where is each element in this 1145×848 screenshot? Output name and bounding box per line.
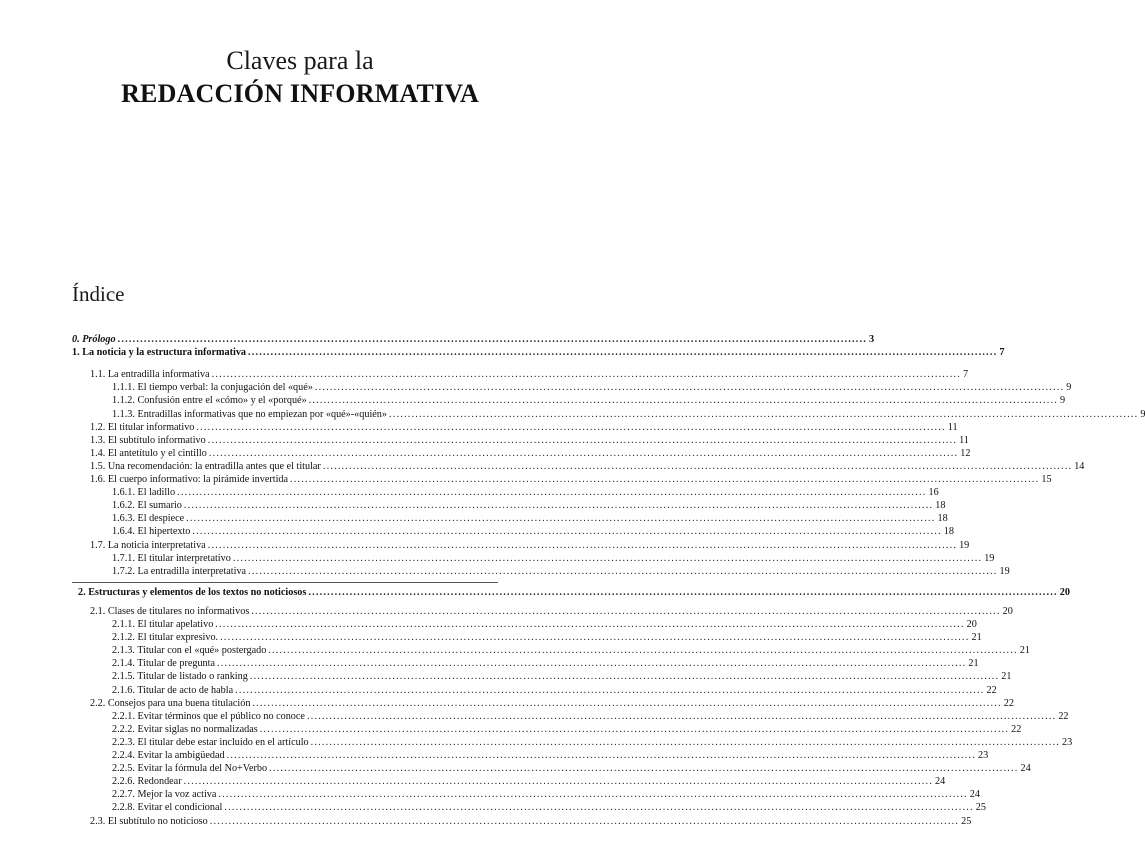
toc-leader-dots: ........................................................................................................................................................................................................ bbox=[306, 710, 1057, 722]
toc-entry-label: 1.2. El titular informativo bbox=[90, 421, 195, 433]
toc-leader-dots: ........................................................................................................................................................................................................ bbox=[308, 586, 1058, 598]
toc-page-number: 24 bbox=[969, 789, 980, 801]
toc-entry-label: 2.2.2. Evitar siglas no normalizadas bbox=[112, 723, 258, 735]
toc-leader-dots: ........................................................................................................................................................................................................ bbox=[217, 658, 967, 670]
toc-page-number: 7 bbox=[963, 369, 969, 381]
toc-entry[interactable] bbox=[112, 684, 997, 698]
toc-entry[interactable] bbox=[90, 421, 958, 435]
index-heading: Índice bbox=[72, 282, 125, 306]
toc-entry[interactable] bbox=[112, 710, 1069, 724]
toc-entry-label: 2.2. Consejos para una buena titulación bbox=[90, 697, 251, 709]
toc-page-number: 25 bbox=[975, 802, 986, 814]
toc-entry[interactable] bbox=[90, 605, 1013, 619]
toc-leader-dots: ........................................................................................................................................................................................................ bbox=[186, 513, 936, 525]
toc-leader-dots: ........................................................................................................................................................................................................ bbox=[249, 671, 1000, 683]
toc-entry[interactable] bbox=[112, 657, 979, 671]
toc-leader-dots: ........................................................................................................................................................................................................ bbox=[196, 421, 946, 433]
document-title-line1: Claves para la bbox=[226, 46, 374, 75]
toc-entry[interactable] bbox=[90, 815, 972, 829]
toc-page-number: 23 bbox=[977, 750, 989, 761]
toc-entry-label: 1.1.1. El tiempo verbal: la conjugación del «qué» bbox=[112, 382, 313, 394]
toc-entry-label: 2.1.4. Titular de pregunta bbox=[112, 658, 215, 670]
toc-leader-dots: ........................................................................................................................................................................................................ bbox=[322, 460, 1073, 472]
toc-page-number: 22 bbox=[1003, 697, 1014, 709]
toc-entry-label: 1.5. Una recomendación: la entradilla antes que el titular bbox=[90, 460, 321, 472]
toc-page-number: 12 bbox=[960, 447, 971, 459]
toc-entry[interactable] bbox=[112, 670, 1012, 684]
toc-entry[interactable] bbox=[112, 408, 1145, 422]
toc-page-number: 15 bbox=[1041, 474, 1052, 485]
toc-leader-dots: ........................................................................................................................................................................................................ bbox=[226, 750, 976, 761]
toc-entry[interactable] bbox=[112, 749, 989, 763]
toc-page-number: 20 bbox=[966, 619, 977, 630]
toc-leader-dots: ........................................................................................................................................................................................................ bbox=[251, 605, 1001, 617]
toc-page-number: 21 bbox=[1019, 645, 1030, 657]
toc-page-number: 22 bbox=[986, 684, 997, 696]
toc-page-number: 19 bbox=[999, 565, 1010, 577]
toc-page-number: 21 bbox=[1001, 671, 1012, 683]
toc-leader-dots: ........................................................................................................................................................................................................ bbox=[235, 684, 985, 696]
toc-page-number: 20 bbox=[1002, 605, 1013, 617]
toc-entry[interactable] bbox=[90, 473, 1052, 487]
toc-entry-label: 1.7.2. La entradilla interpretativa bbox=[112, 565, 247, 577]
toc-entry[interactable] bbox=[78, 586, 1070, 600]
toc-leader-dots: ........................................................................................................................................................................................................ bbox=[252, 697, 1002, 709]
toc-entry-label: 1.6.2. El sumario bbox=[112, 500, 182, 512]
toc-entry[interactable] bbox=[112, 552, 995, 566]
toc-leader-dots: ........................................................................................................................................................................................................ bbox=[232, 552, 983, 564]
toc-entry[interactable] bbox=[90, 368, 969, 382]
toc-entry[interactable] bbox=[90, 539, 970, 553]
toc-page-number: 7 bbox=[999, 347, 1005, 359]
toc-page-number: 19 bbox=[984, 552, 995, 564]
toc-entry[interactable] bbox=[112, 618, 977, 632]
toc-page-number: 18 bbox=[935, 500, 946, 512]
toc-page-number: 21 bbox=[971, 632, 982, 644]
toc-entry[interactable] bbox=[112, 565, 1010, 579]
toc-leader-dots: ........................................................................................................................................................................................................ bbox=[389, 408, 1139, 420]
toc-entry[interactable] bbox=[72, 346, 1005, 360]
toc-page-number: 3 bbox=[868, 334, 875, 345]
toc-entry[interactable] bbox=[90, 697, 1014, 711]
toc-entry-label: 1.4. El antetítulo y el cintillo bbox=[90, 447, 207, 459]
toc-leader-dots: ........................................................................................................................................................................................................ bbox=[248, 347, 998, 359]
toc-entry-label: 0. Prólogo bbox=[72, 334, 116, 345]
toc-entry-label: 1.1.2. Confusión entre el «cómo» y el «porqué» bbox=[112, 395, 307, 407]
toc-leader-dots: ........................................................................................................................................................................................................ bbox=[183, 776, 933, 788]
toc-entry[interactable] bbox=[90, 460, 1085, 474]
toc-leader-dots: ........................................................................................................................................................................................................ bbox=[218, 789, 968, 801]
toc-entry[interactable] bbox=[112, 631, 982, 645]
toc-leader-dots: ........................................................................................................................................................................................................ bbox=[248, 565, 998, 577]
toc-page-number: 23 bbox=[1062, 736, 1073, 748]
toc-entry-label: 2.2.3. El titular debe estar incluido en el artículo bbox=[112, 736, 309, 748]
toc-entry[interactable] bbox=[72, 333, 875, 347]
toc-leader-dots: ........................................................................................................................................................................................................ bbox=[268, 645, 1018, 657]
section-separator bbox=[72, 582, 498, 583]
toc-entry-label: 2.2.6. Redondear bbox=[112, 776, 182, 788]
toc-page-number: 9 bbox=[1140, 408, 1145, 420]
toc-leader-dots: ........................................................................................................................................................................................................ bbox=[224, 802, 974, 814]
toc-entry[interactable] bbox=[112, 512, 948, 526]
toc-leader-dots: ........................................................................................................................................................................................................ bbox=[192, 526, 942, 538]
toc-page-number: 9 bbox=[1066, 382, 1072, 394]
toc-leader-dots: ........................................................................................................................................................................................................ bbox=[259, 723, 1010, 735]
toc-page-number: 9 bbox=[1060, 395, 1066, 407]
toc-entry[interactable] bbox=[112, 381, 1072, 395]
toc-page-number: 18 bbox=[937, 513, 948, 525]
toc-page-number: 11 bbox=[947, 421, 958, 433]
toc-leader-dots: ........................................................................................................................................................................................................ bbox=[183, 500, 934, 512]
toc-entry-label: 1.6.1. El ladillo bbox=[112, 487, 176, 499]
toc-page-number: 22 bbox=[1058, 710, 1069, 722]
toc-entry-label: 1.6.4. El hipertexto bbox=[112, 526, 191, 538]
toc-entry-label: 2.2.1. Evitar términos que el público no conoce bbox=[112, 710, 305, 722]
toc-entry-label: 2.2.4. Evitar la ambigüedad bbox=[112, 750, 225, 761]
toc-entry-label: 2.3. El subtítulo no noticioso bbox=[90, 815, 208, 827]
toc-leader-dots: ........................................................................................................................................................................................................ bbox=[177, 487, 927, 499]
toc-leader-dots: ........................................................................................................................................................................................................ bbox=[208, 447, 959, 459]
toc-leader-dots: ........................................................................................................................................................................................................ bbox=[117, 334, 867, 345]
toc-entry[interactable] bbox=[112, 762, 1031, 776]
toc-entry[interactable] bbox=[112, 788, 980, 802]
toc-entry-label: 2.2.7. Mejor la voz activa bbox=[112, 789, 217, 801]
toc-entry-label: 2.2.5. Evitar la fórmula del No+Verbo bbox=[112, 763, 268, 775]
toc-page-number: 21 bbox=[968, 658, 979, 670]
toc-entry-label: 2.1.5. Titular de listado o ranking bbox=[112, 671, 248, 683]
toc-entry-label: 1.3. El subtítulo informativo bbox=[90, 434, 206, 446]
toc-page-number: 14 bbox=[1074, 460, 1085, 472]
toc-page-number: 11 bbox=[959, 434, 969, 446]
toc-entry-label: 2.1.6. Titular de acto de habla bbox=[112, 684, 234, 696]
toc-leader-dots: ........................................................................................................................................................................................................ bbox=[215, 619, 965, 630]
toc-leader-dots: ........................................................................................................................................................................................................ bbox=[211, 369, 962, 381]
toc-entry-label: 1.7.1. El titular interpretativo bbox=[112, 552, 231, 564]
toc-entry[interactable] bbox=[112, 723, 1022, 737]
toc-leader-dots: ........................................................................................................................................................................................................ bbox=[209, 815, 960, 827]
toc-entry-label: 1.6. El cuerpo informativo: la pirámide invertida bbox=[90, 474, 289, 485]
toc-page-number: 19 bbox=[959, 539, 970, 551]
toc-page-number: 24 bbox=[1020, 763, 1031, 775]
toc-entry[interactable] bbox=[112, 499, 946, 513]
toc-leader-dots: ........................................................................................................................................................................................................ bbox=[207, 539, 958, 551]
toc-page-number: 16 bbox=[928, 487, 939, 499]
toc-entry-label: 1.1.3. Entradillas informativas que no empiezan por «qué»-«quién» bbox=[112, 408, 387, 420]
toc-leader-dots: ........................................................................................................................................................................................................ bbox=[310, 736, 1060, 748]
toc-leader-dots: ........................................................................................................................................................................................................ bbox=[220, 632, 970, 644]
toc-entry[interactable] bbox=[112, 644, 1030, 658]
toc-leader-dots: ........................................................................................................................................................................................................ bbox=[314, 382, 1065, 394]
toc-entry-label: 2.1.1. El titular apelativo bbox=[112, 619, 214, 630]
toc-entry-label: 1. La noticia y la estructura informativa bbox=[72, 347, 247, 359]
toc-entry[interactable] bbox=[112, 525, 954, 539]
document-title-line2: REDACCIÓN INFORMATIVA bbox=[121, 79, 479, 108]
toc-entry-label: 2.1.3. Titular con el «qué» postergado bbox=[112, 645, 267, 657]
toc-page-number: 22 bbox=[1011, 723, 1022, 735]
toc-entry-label: 1.6.3. El despiece bbox=[112, 513, 185, 525]
toc-entry[interactable] bbox=[112, 486, 939, 500]
toc-entry[interactable] bbox=[112, 801, 986, 815]
toc-leader-dots: ........................................................................................................................................................................................................ bbox=[269, 763, 1019, 775]
toc-page-number: 20 bbox=[1059, 586, 1070, 598]
toc-entry[interactable] bbox=[90, 434, 969, 448]
toc-leader-dots: ........................................................................................................................................................................................................ bbox=[308, 395, 1059, 407]
toc-entry-label: 2. Estructuras y elementos de los textos no noticiosos bbox=[78, 586, 307, 598]
toc-entry[interactable] bbox=[112, 775, 946, 789]
toc-leader-dots: ........................................................................................................................................................................................................ bbox=[290, 474, 1040, 485]
toc-entry-label: 2.2.8. Evitar el condicional bbox=[112, 802, 223, 814]
toc-entry-label: 2.1.2. El titular expresivo. bbox=[112, 632, 219, 644]
toc-entry[interactable] bbox=[90, 447, 971, 461]
toc-page-number: 25 bbox=[961, 815, 972, 827]
toc-entry-label: 1.7. La noticia interpretativa bbox=[90, 539, 206, 551]
toc-entry[interactable] bbox=[112, 394, 1066, 408]
toc-entry-label: 1.1. La entradilla informativa bbox=[90, 369, 210, 381]
toc-entry[interactable] bbox=[112, 736, 1073, 750]
toc-leader-dots: ........................................................................................................................................................................................................ bbox=[207, 434, 958, 446]
toc-entry-label: 2.1. Clases de titulares no informativos bbox=[90, 605, 250, 617]
toc-page-number: 24 bbox=[934, 776, 946, 788]
toc-page-number: 18 bbox=[943, 526, 954, 538]
